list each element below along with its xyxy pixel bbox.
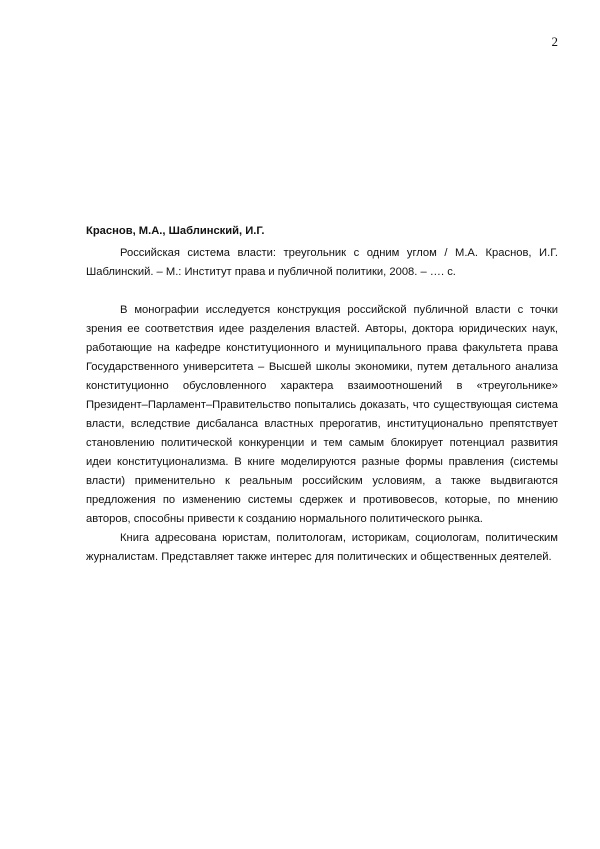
bibliographic-description: Российская система власти: треугольник с одним углом / М.А. Краснов, И.Г. Шаблинский. – М.: Институт права и публичной политики, 2008. – …. с. — [86, 247, 558, 278]
document-body — [86, 222, 558, 567]
spacer — [86, 282, 558, 301]
authors-heading: Краснов, М.А., Шаблинский, И.Г. — [86, 225, 265, 237]
page-number: 2 — [551, 34, 558, 49]
abstract-paragraph: Книга адресована юристам, политологам, историкам, социологам, политическим журналистам. Представляет также интерес для политических и общественных деятелей. — [86, 532, 558, 563]
abstract-paragraph: В монографии исследуется конструкция российской публичной власти с точки зрения ее соответствия идее разделения властей. Авторы, доктора юридических наук, работающие на кафедре конституционного и муниципального права факультета права Государственного университета – Высшей школы экономики, путем детального анализа конституционно обусловленного характера взаимоотношений в «треугольнике» Президент–Парламент–Правительство попытались доказать, что существующая система власти, вследствие дисбаланса властных прерогатив, институционально препятствует становлению политической конкуренции и тем самым блокирует потенциал развития идеи конституционализма. В книге моделируются разные формы правления (системы власти) применительно к реальным российским условиям, а также выдвигаются предложения по изменению системы сдержек и противовесов, которые, по мнению авторов, способны привести к созданию нормального политического рынка. — [86, 304, 558, 525]
